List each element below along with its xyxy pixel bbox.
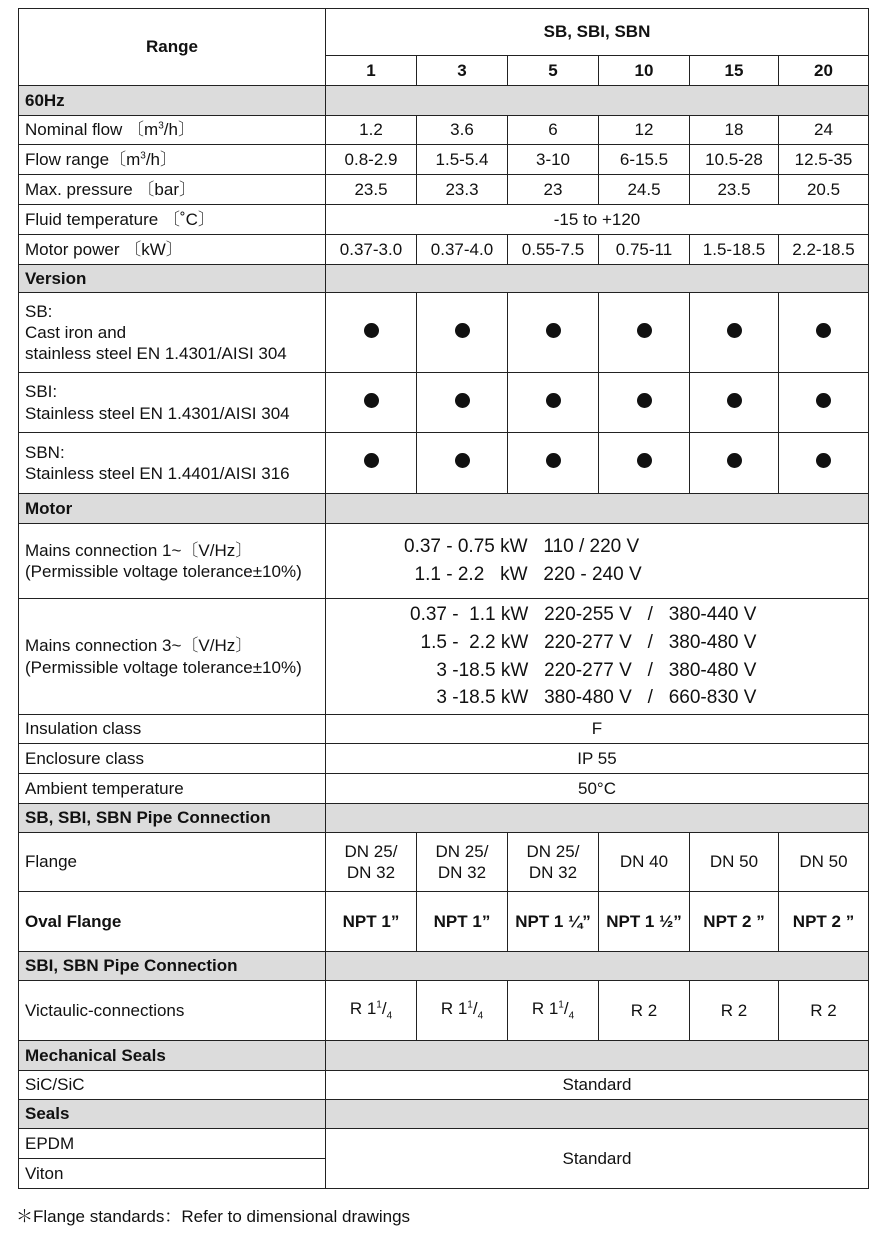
bullet-icon	[816, 393, 831, 408]
row-label: Victaulic-connections	[19, 981, 326, 1041]
row-label: Oval Flange	[19, 892, 326, 952]
row-enclosure-class	[19, 744, 869, 774]
cell-value: F	[326, 715, 869, 744]
section-mechanical-seals	[19, 1041, 869, 1071]
row-flange	[19, 833, 869, 892]
section-title: Motor	[19, 494, 326, 524]
row-label: Insulation class	[19, 715, 326, 744]
bullet-icon	[364, 453, 379, 468]
mains-1ph-values: 0.37 - 0.75 kW 110 / 220 V 1.1 - 2.2 kW 220 - 240 V	[326, 524, 869, 599]
cell-value: 23.5	[690, 175, 779, 205]
row-fluid-temperature	[19, 205, 869, 235]
cell-value: 0.75-11	[599, 235, 690, 265]
bullet-icon	[546, 453, 561, 468]
cell-value: 1.5-18.5	[690, 235, 779, 265]
version-label: SBI: Stainless steel EN 1.4301/AISI 304	[19, 373, 326, 433]
bullet-icon	[727, 453, 742, 468]
cell-value: 0.8-2.9	[326, 145, 417, 175]
cell-value: 12.5-35	[779, 145, 869, 175]
section-sb-pipe-connection	[19, 804, 869, 833]
row-label: Ambient temperature	[19, 774, 326, 804]
row-nominal-flow	[19, 116, 869, 145]
version-label: SB: Cast iron and stainless steel EN 1.4301/AISI 304	[19, 293, 326, 373]
section-title: SBI, SBN Pipe Connection	[19, 952, 326, 981]
cell-value: R 2	[690, 981, 779, 1041]
row-label: Flange	[19, 833, 326, 892]
cell-value: 0.55-7.5	[508, 235, 599, 265]
bullet-icon	[364, 393, 379, 408]
cell-value: NPT 1 ¼”	[508, 892, 599, 952]
row-version-sb	[19, 293, 869, 373]
row-version-sbn	[19, 433, 869, 494]
row-mains-3ph	[19, 599, 869, 715]
size-header: 5	[508, 56, 599, 86]
cell-value: 20.5	[779, 175, 869, 205]
cell-value: -15 to +120	[326, 205, 869, 235]
cell-value: 0.37-4.0	[417, 235, 508, 265]
bullet-icon	[546, 323, 561, 338]
cell-value: 1.2	[326, 116, 417, 145]
cell-value: DN 50	[779, 833, 869, 892]
cell-value: 24	[779, 116, 869, 145]
section-title: Mechanical Seals	[19, 1041, 326, 1071]
bullet-icon	[364, 323, 379, 338]
cell-value: 50°C	[326, 774, 869, 804]
row-version-sbi	[19, 373, 869, 433]
section-seals	[19, 1100, 869, 1129]
cell-value: 10.5-28	[690, 145, 779, 175]
row-mains-1ph	[19, 524, 869, 599]
size-header: 20	[779, 56, 869, 86]
cell-value: Standard	[326, 1071, 869, 1100]
cell-value: IP 55	[326, 744, 869, 774]
row-label: Max. pressure 〔bar〕	[19, 175, 326, 205]
cell-value: DN 25/ DN 32	[508, 833, 599, 892]
cell-value: DN 50	[690, 833, 779, 892]
section-title: SB, SBI, SBN Pipe Connection	[19, 804, 326, 833]
size-header: 10	[599, 56, 690, 86]
bullet-icon	[637, 393, 652, 408]
bullet-icon	[637, 453, 652, 468]
bullet-icon	[727, 323, 742, 338]
row-max-pressure	[19, 175, 869, 205]
row-insulation-class	[19, 715, 869, 744]
cell-value: R $1^1/_4$	[508, 981, 599, 1041]
cell-value: NPT 1”	[417, 892, 508, 952]
cell-value: 1.5-5.4	[417, 145, 508, 175]
section-motor	[19, 494, 869, 524]
row-label: Fluid temperature 〔˚C〕	[19, 205, 326, 235]
bullet-icon	[637, 323, 652, 338]
row-oval-flange	[19, 892, 869, 952]
cell-value: NPT 2 ”	[690, 892, 779, 952]
footnote: ＊Flange standards：Refer to dimensional drawings	[16, 1207, 411, 1226]
cell-value: 3-10	[508, 145, 599, 175]
row-motor-power	[19, 235, 869, 265]
row-epdm	[19, 1129, 869, 1159]
row-label: Nominal flow 〔$m^3/h$〕	[19, 116, 326, 145]
size-header: 1	[326, 56, 417, 86]
row-label: SiC/SiC	[19, 1071, 326, 1100]
row-label: Enclosure class	[19, 744, 326, 774]
row-sic-sic	[19, 1071, 869, 1100]
bullet-icon	[546, 393, 561, 408]
cell-value: DN 25/ DN 32	[417, 833, 508, 892]
bullet-icon	[816, 453, 831, 468]
range-header: Range	[19, 9, 326, 86]
cell-value: 0.37-3.0	[326, 235, 417, 265]
mains-1ph-label: Mains connection 1~〔V/Hz〕 (Permissible voltage tolerance±10%)	[19, 524, 326, 599]
cell-value: 3.6	[417, 116, 508, 145]
mains-3ph-label: Mains connection 3~〔V/Hz〕 (Permissible voltage tolerance±10%)	[19, 599, 326, 715]
spec-table	[18, 8, 869, 1189]
section-60hz	[19, 86, 869, 116]
cell-value: R $1^1/_4$	[326, 981, 417, 1041]
size-header: 15	[690, 56, 779, 86]
version-label: SBN: Stainless steel EN 1.4401/AISI 316	[19, 433, 326, 494]
section-title: Seals	[19, 1100, 326, 1129]
cell-value: R $1^1/_4$	[417, 981, 508, 1041]
cell-value: Standard	[326, 1129, 869, 1189]
row-victaulic	[19, 981, 869, 1041]
family-header: SB, SBI, SBN	[326, 9, 869, 56]
header-row-family	[19, 9, 869, 56]
cell-value: NPT 1 ½”	[599, 892, 690, 952]
row-label: Motor power 〔kW〕	[19, 235, 326, 265]
bullet-icon	[455, 453, 470, 468]
cell-value: DN 40	[599, 833, 690, 892]
bullet-icon	[816, 323, 831, 338]
bullet-icon	[727, 393, 742, 408]
row-label: Viton	[19, 1159, 326, 1189]
cell-value: R 2	[779, 981, 869, 1041]
section-title: 60Hz	[19, 86, 326, 116]
mains-3ph-values: 0.37 - 1.1 kW 220-255 V / 380-440 V 1.5 - 2.2 kW 220-277 V / 380-480 V 3 -18.5 kW 220-277 V / 380-480 V 3 -18.5 kW 380-480 V / 660-830 V	[326, 599, 869, 715]
bullet-icon	[455, 393, 470, 408]
size-header: 3	[417, 56, 508, 86]
cell-value: R 2	[599, 981, 690, 1041]
row-ambient-temperature	[19, 774, 869, 804]
cell-value: 23	[508, 175, 599, 205]
cell-value: 2.2-18.5	[779, 235, 869, 265]
section-title: Version	[19, 265, 326, 293]
cell-value: 23.3	[417, 175, 508, 205]
row-flow-range	[19, 145, 869, 175]
cell-value: 18	[690, 116, 779, 145]
section-version	[19, 265, 869, 293]
cell-value: NPT 1”	[326, 892, 417, 952]
cell-value: NPT 2 ”	[779, 892, 869, 952]
cell-value: 24.5	[599, 175, 690, 205]
bullet-icon	[455, 323, 470, 338]
row-label: Flow range〔$m^3/h$〕	[19, 145, 326, 175]
section-sbi-pipe-connection	[19, 952, 869, 981]
cell-value: DN 25/ DN 32	[326, 833, 417, 892]
cell-value: 12	[599, 116, 690, 145]
cell-value: 23.5	[326, 175, 417, 205]
row-label: EPDM	[19, 1129, 326, 1159]
cell-value: 6	[508, 116, 599, 145]
cell-value: 6-15.5	[599, 145, 690, 175]
